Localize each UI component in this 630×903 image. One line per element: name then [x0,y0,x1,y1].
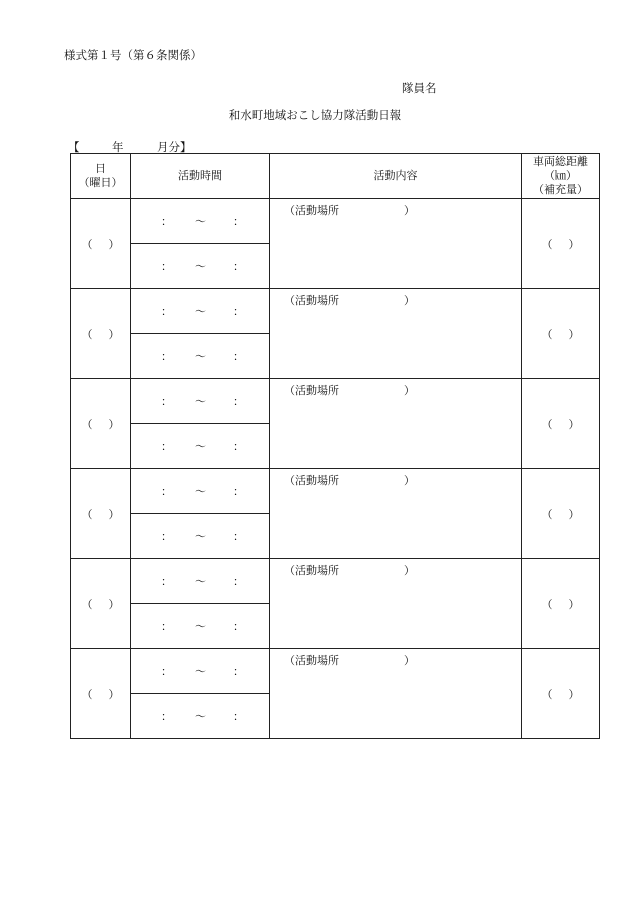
time-colon: ： [233,215,244,228]
time-colon: ： [161,260,172,273]
time-colon: ： [233,575,244,588]
activity-place-label [270,289,521,308]
time-colon: ： [161,350,172,363]
header-distance-line2: （㎞） [544,169,577,182]
period-month-label: 月分】 [157,140,192,154]
table-row [71,559,600,604]
distance-open: （ [541,417,553,431]
time-cell-start[interactable] [131,649,270,694]
distance-close: ） [568,237,580,251]
place-label-text: （活動場所 [284,294,339,307]
day-cell[interactable] [71,289,131,379]
time-tilde: ～ [195,395,206,408]
content-cell[interactable] [270,649,522,739]
time-cell-end[interactable] [131,604,270,649]
time-tilde: ～ [195,440,206,453]
form-number: 様式第１号（第６条関係） [64,48,202,62]
activity-place-label [270,649,521,668]
day-cell[interactable] [71,379,131,469]
table-row [71,469,600,514]
header-distance [522,154,600,199]
day-weekday-field [82,508,120,521]
time-colon: ： [161,485,172,498]
time-cell-start[interactable] [131,379,270,424]
place-label-text: （活動場所 [284,204,339,217]
day-open: （ [81,687,93,701]
distance-cell[interactable] [522,379,600,469]
day-open: （ [81,327,93,341]
day-weekday-field [82,238,120,251]
distance-open: （ [541,687,553,701]
place-close: ） [404,654,415,667]
time-colon: ： [233,710,244,723]
member-name-label: 隊員名 [402,81,437,95]
content-cell[interactable] [270,469,522,559]
day-close: ） [108,687,120,701]
distance-close: ） [568,687,580,701]
time-colon: ： [233,620,244,633]
table-row [71,289,600,334]
time-colon: ： [233,350,244,363]
place-label-text: （活動場所 [284,654,339,667]
time-colon: ： [233,485,244,498]
header-distance-line1: 車両総距離 [533,155,588,168]
content-cell[interactable] [270,379,522,469]
place-close: ） [404,384,415,397]
distance-field [542,598,580,611]
content-cell[interactable] [270,199,522,289]
activity-log-table [70,153,600,739]
activity-place-label [270,559,521,578]
distance-close: ） [568,327,580,341]
day-close: ） [108,327,120,341]
header-content: 活動内容 [270,154,522,199]
table-header-row [71,154,600,199]
place-label-text: （活動場所 [284,564,339,577]
table-row [71,199,600,244]
time-cell-end[interactable] [131,244,270,289]
place-close: ） [404,564,415,577]
period-year-label: 年 [112,140,124,154]
time-tilde: ～ [195,485,206,498]
time-tilde: ～ [195,260,206,273]
table-row [71,649,600,694]
time-colon: ： [161,620,172,633]
activity-place-label [270,199,521,218]
place-close: ） [404,294,415,307]
day-open: （ [81,237,93,251]
day-cell[interactable] [71,199,131,289]
place-label-text: （活動場所 [284,474,339,487]
distance-open: （ [541,237,553,251]
time-tilde: ～ [195,665,206,678]
header-day-line1: 日 [95,162,106,175]
time-cell-start[interactable] [131,199,270,244]
day-cell[interactable] [71,469,131,559]
distance-open: （ [541,507,553,521]
table-row [71,379,600,424]
day-open: （ [81,597,93,611]
day-weekday-field [82,598,120,611]
header-distance-line3: （補充量） [533,183,588,196]
day-weekday-field [82,328,120,341]
time-tilde: ～ [195,215,206,228]
time-colon: ： [161,215,172,228]
time-cell-end[interactable] [131,694,270,739]
distance-cell[interactable] [522,649,600,739]
distance-field [542,688,580,701]
place-close: ） [404,474,415,487]
time-cell-start[interactable] [131,289,270,334]
day-open: （ [81,417,93,431]
time-tilde: ～ [195,710,206,723]
time-cell-end[interactable] [131,514,270,559]
time-cell-start[interactable] [131,469,270,514]
day-close: ） [108,237,120,251]
time-colon: ： [233,530,244,543]
time-colon: ： [233,305,244,318]
day-open: （ [81,507,93,521]
day-close: ） [108,417,120,431]
distance-field [542,238,580,251]
distance-cell[interactable] [522,289,600,379]
time-colon: ： [161,665,172,678]
distance-field [542,508,580,521]
time-colon: ： [233,395,244,408]
distance-field [542,418,580,431]
place-label-text: （活動場所 [284,384,339,397]
time-cell-end[interactable] [131,424,270,469]
time-colon: ： [161,575,172,588]
distance-close: ） [568,597,580,611]
content-cell[interactable] [270,289,522,379]
time-colon: ： [233,260,244,273]
period-open-bracket: 【 [68,140,80,154]
time-tilde: ～ [195,305,206,318]
time-cell-start[interactable] [131,559,270,604]
distance-cell[interactable] [522,199,600,289]
day-cell[interactable] [71,649,131,739]
time-tilde: ～ [195,620,206,633]
time-colon: ： [161,530,172,543]
distance-open: （ [541,597,553,611]
time-colon: ： [233,665,244,678]
time-tilde: ～ [195,350,206,363]
time-tilde: ～ [195,530,206,543]
distance-field [542,328,580,341]
distance-open: （ [541,327,553,341]
day-weekday-field [82,418,120,431]
time-cell-end[interactable] [131,334,270,379]
activity-place-label [270,469,521,488]
time-colon: ： [161,710,172,723]
time-colon: ： [233,440,244,453]
content-cell[interactable] [270,559,522,649]
day-weekday-field [82,688,120,701]
day-close: ） [108,507,120,521]
day-close: ） [108,597,120,611]
distance-close: ） [568,507,580,521]
activity-place-label [270,379,521,398]
time-colon: ： [161,305,172,318]
time-tilde: ～ [195,575,206,588]
distance-cell[interactable] [522,559,600,649]
distance-cell[interactable] [522,469,600,559]
time-colon: ： [161,395,172,408]
header-time: 活動時間 [131,154,270,199]
distance-close: ） [568,417,580,431]
header-day-line2: （曜日） [78,176,123,189]
time-colon: ： [161,440,172,453]
day-cell[interactable] [71,559,131,649]
place-close: ） [404,204,415,217]
header-day [71,154,131,199]
report-title: 和水町地域おこし協力隊活動日報 [228,108,402,122]
